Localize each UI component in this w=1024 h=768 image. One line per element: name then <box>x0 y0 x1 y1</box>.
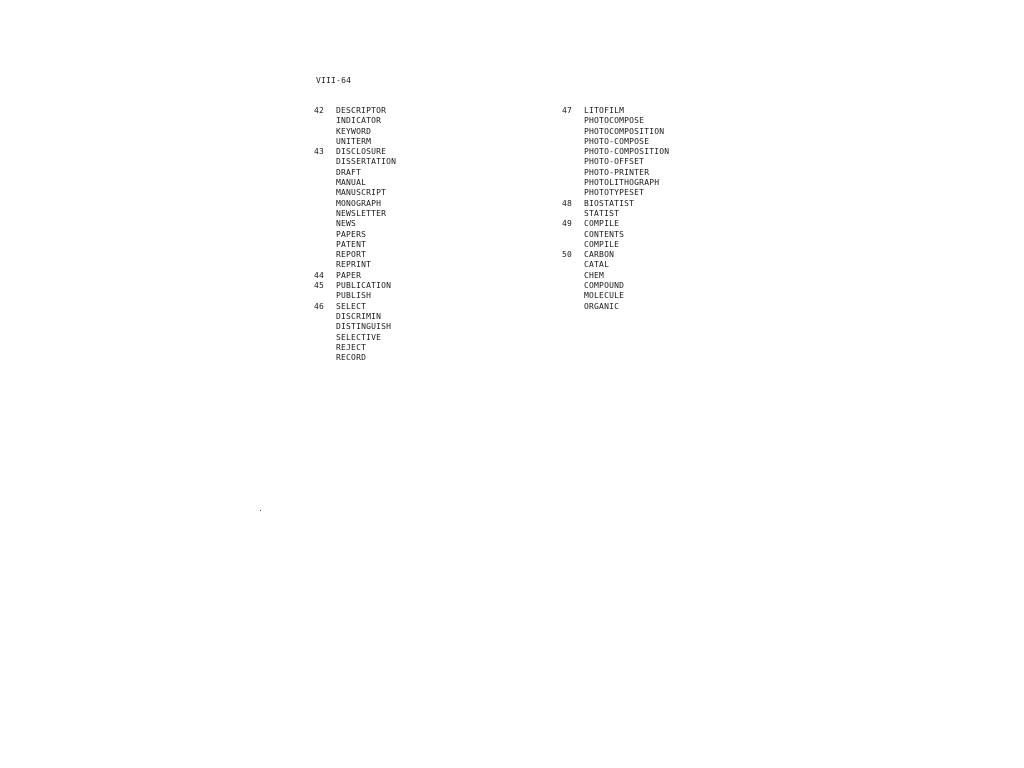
term-text: KEYWORD <box>336 126 372 136</box>
term-entry <box>562 106 669 116</box>
term-text: NEWSLETTER <box>336 208 387 218</box>
term-text: COMPOUND <box>584 281 625 291</box>
term-entry <box>314 343 396 353</box>
term-text: CHEM <box>584 270 605 280</box>
term-group <box>314 147 396 271</box>
term-text: DESCRIPTOR <box>336 106 387 115</box>
term-entry <box>314 281 396 291</box>
term-text: PUBLICATION <box>336 281 392 291</box>
term-entry <box>314 230 396 240</box>
term-text: PUBLISH <box>336 291 372 301</box>
term-entry <box>562 116 669 126</box>
term-entry <box>314 199 396 209</box>
term-text: MANUSCRIPT <box>336 188 387 198</box>
term-text: REPORT <box>336 250 367 260</box>
term-entry <box>562 219 669 229</box>
group-number: 42 <box>314 106 325 115</box>
term-entry <box>314 178 396 188</box>
term-text: CATAL <box>584 260 610 270</box>
term-text: LITOFILM <box>584 106 625 115</box>
term-text: DISCRIMIN <box>336 311 382 321</box>
group-number: 49 <box>562 219 573 229</box>
term-group <box>314 302 396 364</box>
term-text: COMPILE <box>584 239 620 249</box>
term-text: PAPERS <box>336 229 367 239</box>
group-number: 48 <box>562 198 573 208</box>
term-entry <box>562 250 669 260</box>
left-term-column <box>314 106 396 363</box>
term-entry <box>314 353 396 363</box>
term-text: DISSERTATION <box>336 157 397 167</box>
term-text: PHOTOCOMPOSITION <box>584 126 665 136</box>
term-text: PHOTOTYPESET <box>584 188 645 198</box>
term-text: PHOTO-PRINTER <box>584 167 650 177</box>
term-group <box>314 281 396 302</box>
term-entry <box>314 333 396 343</box>
term-group <box>314 106 396 147</box>
term-group <box>562 219 669 250</box>
group-number: 50 <box>562 250 573 260</box>
term-entry <box>314 291 396 301</box>
term-text: UNITERM <box>336 136 372 146</box>
term-entry <box>314 106 396 116</box>
page-number-label: VIII-64 <box>316 76 352 85</box>
term-text: CONTENTS <box>584 229 625 239</box>
group-number: 44 <box>314 270 325 280</box>
term-text: PHOTO-OFFSET <box>584 157 645 167</box>
term-entry <box>314 322 396 332</box>
term-entry <box>314 209 396 219</box>
term-group <box>562 199 669 220</box>
term-text: MANUAL <box>336 178 367 188</box>
term-entry <box>562 137 669 147</box>
group-number: 47 <box>562 106 573 115</box>
term-entry <box>562 157 669 167</box>
term-entry <box>562 199 669 209</box>
term-text: NEWS <box>336 219 357 229</box>
term-entry <box>314 260 396 270</box>
term-entry <box>562 209 669 219</box>
term-text: PHOTOCOMPOSE <box>584 116 645 126</box>
right-term-column <box>562 106 669 312</box>
term-entry <box>314 188 396 198</box>
term-text: REJECT <box>336 342 367 352</box>
term-text: PAPER <box>336 270 362 280</box>
term-entry <box>562 240 669 250</box>
term-entry <box>314 137 396 147</box>
term-entry <box>314 250 396 260</box>
term-text: STATIST <box>584 208 620 218</box>
term-entry <box>314 157 396 167</box>
group-number: 43 <box>314 147 325 157</box>
term-entry <box>314 219 396 229</box>
term-text: PHOTO-COMPOSITION <box>584 147 670 157</box>
term-text: MOLECULE <box>584 291 625 301</box>
term-entry <box>562 281 669 291</box>
term-text: BIOSTATIST <box>584 198 635 208</box>
term-text: DISTINGUISH <box>336 322 392 332</box>
term-entry <box>562 127 669 137</box>
term-text: DISCLOSURE <box>336 147 387 157</box>
term-entry <box>562 147 669 157</box>
term-entry <box>562 271 669 281</box>
term-group <box>562 250 669 312</box>
term-entry <box>314 271 396 281</box>
term-text: SELECT <box>336 301 367 311</box>
term-entry <box>562 260 669 270</box>
group-number: 45 <box>314 281 325 291</box>
term-text: PATENT <box>336 239 367 249</box>
term-group <box>314 271 396 281</box>
term-entry <box>562 168 669 178</box>
scan-speck <box>260 510 261 511</box>
term-entry <box>314 302 396 312</box>
group-number: 46 <box>314 301 325 311</box>
term-entry <box>562 302 669 312</box>
term-text: PHOTO-COMPOSE <box>584 136 650 146</box>
term-entry <box>562 188 669 198</box>
term-entry <box>314 147 396 157</box>
term-entry <box>562 230 669 240</box>
term-text: RECORD <box>336 353 367 363</box>
term-text: REPRINT <box>336 260 372 270</box>
term-entry <box>314 312 396 322</box>
term-text: CARBON <box>584 250 615 260</box>
term-entry <box>314 127 396 137</box>
term-entry <box>314 240 396 250</box>
term-text: INDICATOR <box>336 116 382 126</box>
term-text: COMPILE <box>584 219 620 229</box>
term-text: ORGANIC <box>584 301 620 311</box>
term-entry <box>562 178 669 188</box>
term-text: SELECTIVE <box>336 332 382 342</box>
term-entry <box>314 116 396 126</box>
term-text: DRAFT <box>336 167 362 177</box>
term-text: PHOTOLITHOGRAPH <box>584 178 660 188</box>
term-entry <box>562 291 669 301</box>
term-entry <box>314 168 396 178</box>
term-group <box>562 106 669 199</box>
term-text: MONOGRAPH <box>336 198 382 208</box>
